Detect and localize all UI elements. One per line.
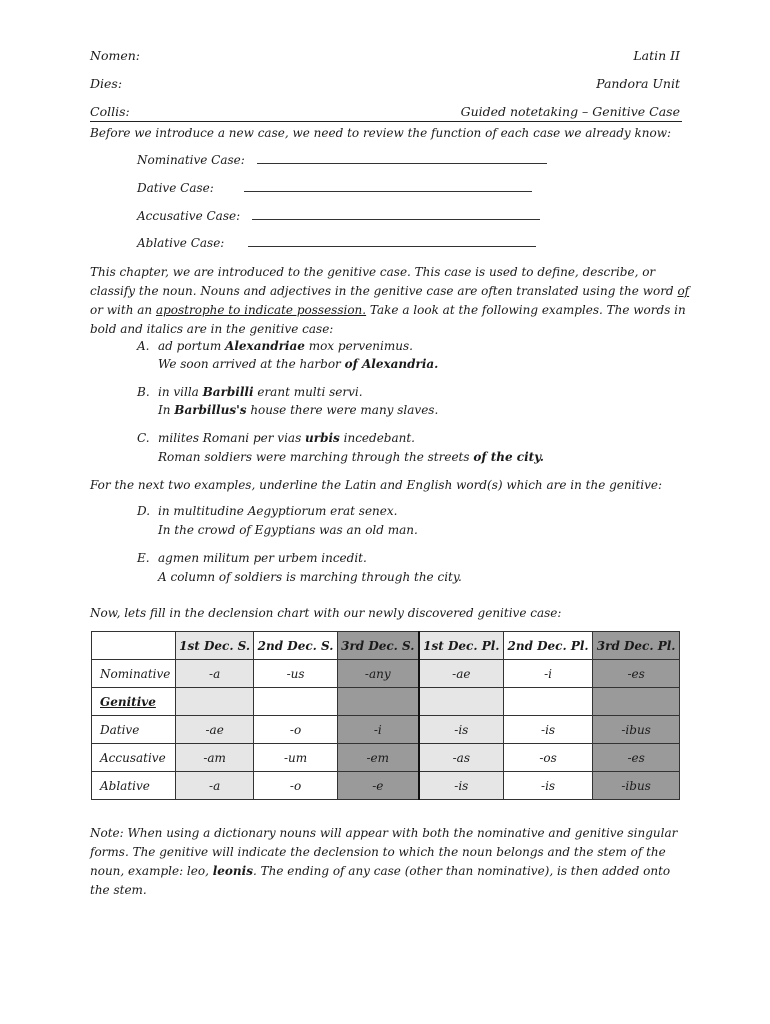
example-b-letter: B. <box>137 385 150 399</box>
table-cell: -ae <box>419 660 504 688</box>
table-row-genitive <box>92 688 680 716</box>
corner-cell <box>92 632 176 660</box>
table-row <box>92 772 680 800</box>
note-example-word: leonis <box>212 864 253 878</box>
table-cell: -a <box>176 660 254 688</box>
row-label: Dative <box>92 716 176 744</box>
genitive-word: Alexandriae <box>225 339 305 353</box>
table-cell: -o <box>254 716 338 744</box>
genitive-phrase: Barbillus's <box>174 403 247 417</box>
latin-text: in villa <box>158 385 203 399</box>
table-cell: -i <box>337 716 418 744</box>
example-b-english <box>158 403 438 417</box>
name-label: Nomen: <box>90 48 140 63</box>
table-cell: -i <box>503 660 592 688</box>
case-label: Nominative Case: <box>137 153 245 167</box>
header-cell: 2nd Dec. S. <box>254 632 338 660</box>
table-cell: -um <box>254 744 338 772</box>
header-cell: 3rd Dec. S. <box>337 632 418 660</box>
table-cell-blank[interactable] <box>503 688 592 716</box>
paragraph-text: Take a look at the following examples. The words in bold and italics are in the genitive case: <box>90 303 686 336</box>
example-a-english <box>158 357 438 371</box>
table-header-row <box>92 632 680 660</box>
table-cell-blank[interactable] <box>593 688 680 716</box>
case-label: Ablative Case: <box>137 236 225 250</box>
row-label: Accusative <box>92 744 176 772</box>
table-cell: -a <box>176 772 254 800</box>
table-cell: -es <box>593 660 680 688</box>
case-label: Accusative Case: <box>137 209 241 223</box>
answer-blank[interactable] <box>252 209 540 220</box>
latin-text: mox pervenimus. <box>304 339 413 353</box>
practice-e-letter: E. <box>137 551 150 565</box>
example-b-latin <box>158 385 363 399</box>
of-word: of <box>677 284 690 298</box>
paragraph-text: or with an <box>90 303 156 317</box>
table-cell: -is <box>503 716 592 744</box>
genitive-phrase: of the city. <box>473 450 544 464</box>
answer-blank[interactable] <box>248 236 536 247</box>
review-nominative <box>137 153 547 167</box>
row-label: Ablative <box>92 772 176 800</box>
table-cell: -o <box>254 772 338 800</box>
example-c-letter: C. <box>137 431 150 445</box>
genitive-word: urbis <box>305 431 340 445</box>
case-label: Dative Case: <box>137 181 214 195</box>
english-text: We soon arrived at the harbor <box>158 357 345 371</box>
english-text: In <box>158 403 175 417</box>
table-cell: -is <box>419 772 504 800</box>
table-cell-blank[interactable] <box>337 688 418 716</box>
table-cell: -as <box>419 744 504 772</box>
example-c-english <box>158 450 544 464</box>
example-a-letter: A. <box>137 339 150 353</box>
practice-d-letter: D. <box>137 504 151 518</box>
row-label: Genitive <box>92 688 176 716</box>
review-dative <box>137 181 532 195</box>
latin-text: incedebant. <box>339 431 415 445</box>
table-cell: -ibus <box>593 772 680 800</box>
genitive-word: Barbilli <box>202 385 254 399</box>
table-cell: -es <box>593 744 680 772</box>
table-cell: -ibus <box>593 716 680 744</box>
table-cell-blank[interactable] <box>419 688 504 716</box>
example-c-latin <box>158 431 415 445</box>
row-label: Nominative <box>92 660 176 688</box>
dictionary-note <box>90 824 690 900</box>
declension-table <box>91 631 680 800</box>
apostrophe-phrase: apostrophe to indicate possession. <box>155 303 367 317</box>
paragraph-text: This chapter, we are introduced to the genitive case. This case is used to define, describe, or classify the noun. Nouns and adjectives in the genitive case are often translated using the word <box>90 265 678 298</box>
table-row <box>92 744 680 772</box>
header-divider <box>90 121 682 122</box>
intro-text: Before we introduce a new case, we need to review the function of each case we already know: <box>90 126 672 140</box>
table-row <box>92 716 680 744</box>
answer-blank[interactable] <box>257 153 547 164</box>
practice-e-english[interactable]: A column of soldiers is marching through the city. <box>158 570 462 584</box>
genitive-phrase: of Alexandria. <box>344 357 439 371</box>
table-cell: -any <box>337 660 418 688</box>
header-cell: 1st Dec. S. <box>176 632 254 660</box>
table-cell-blank[interactable] <box>176 688 254 716</box>
review-accusative <box>137 209 540 223</box>
date-label: Dies: <box>90 76 123 91</box>
chart-intro: Now, lets fill in the declension chart with our newly discovered genitive case: <box>90 606 562 620</box>
unit-title: Pandora Unit <box>596 76 680 91</box>
practice-d-english[interactable]: In the crowd of Egyptians was an old man. <box>158 523 418 537</box>
latin-text: milites Romani per vias <box>158 431 306 445</box>
header-cell: 3rd Dec. Pl. <box>593 632 680 660</box>
chapter-paragraph <box>90 263 690 339</box>
document-title: Guided notetaking – Genitive Case <box>460 104 680 119</box>
table-row <box>92 660 680 688</box>
practice-d-latin[interactable]: in multitudine Aegyptiorum erat senex. <box>158 504 398 518</box>
note-text: Note: When using a dictionary nouns will appear with both the nominative and genitive singular forms. The genitive will indicate the declension to which the noun belongs and the stem of the noun, example: leo, <box>90 826 678 878</box>
review-ablative <box>137 236 536 250</box>
latin-text: erant multi servi. <box>253 385 363 399</box>
underline-instruction: For the next two examples, underline the Latin and English word(s) which are in the genitive: <box>90 478 663 492</box>
table-cell-blank[interactable] <box>254 688 338 716</box>
table-cell: -is <box>419 716 504 744</box>
answer-blank[interactable] <box>244 181 532 192</box>
table-cell: -em <box>337 744 418 772</box>
table-cell: -us <box>254 660 338 688</box>
table-cell: -e <box>337 772 418 800</box>
header-cell: 2nd Dec. Pl. <box>503 632 592 660</box>
class-label: Collis: <box>90 104 130 119</box>
english-text: house there were many slaves. <box>246 403 439 417</box>
table-cell: -ae <box>176 716 254 744</box>
table-cell: -os <box>503 744 592 772</box>
example-a-latin <box>158 339 413 353</box>
latin-text: ad portum <box>158 339 226 353</box>
table-cell: -am <box>176 744 254 772</box>
note-text: . The ending of any case (other than nominative), is then added onto the stem. <box>90 864 671 897</box>
table-cell: -is <box>503 772 592 800</box>
header-cell: 1st Dec. Pl. <box>419 632 504 660</box>
course-title: Latin II <box>633 48 680 63</box>
english-text: Roman soldiers were marching through the streets <box>158 450 474 464</box>
practice-e-latin[interactable]: agmen militum per urbem incedit. <box>158 551 367 565</box>
